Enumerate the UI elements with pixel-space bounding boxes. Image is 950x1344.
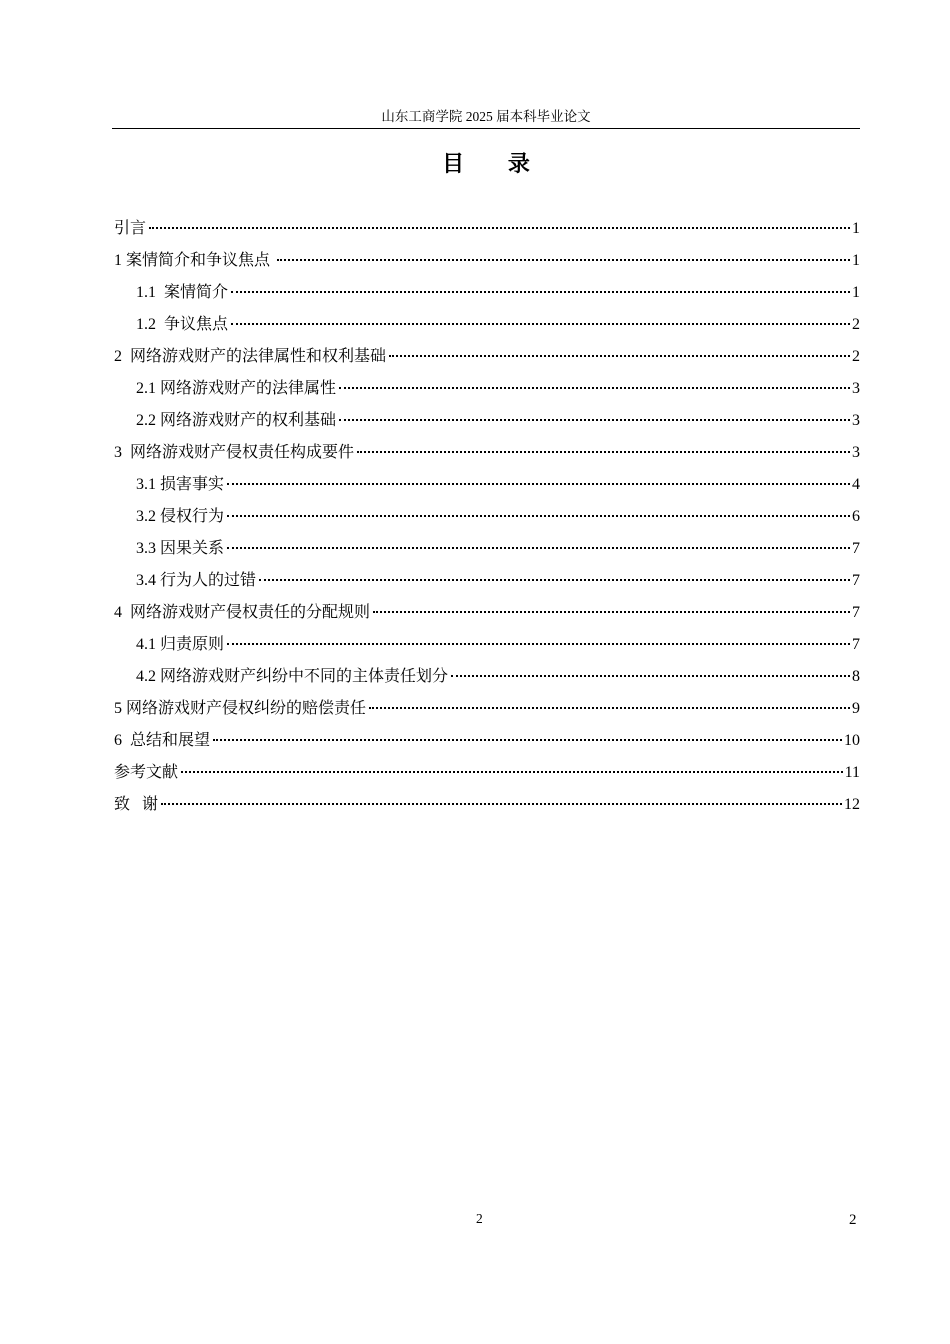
running-header: 山东工商学院 2025 届本科毕业论文 [381,109,591,124]
toc-entry-label: 5 网络游戏财产侵权纠纷的赔偿责任 [114,700,367,717]
toc-dot-leader [231,273,850,293]
toc-entry-label: 3 网络游戏财产侵权责任构成要件 [114,444,355,461]
toc-entry-page: 7 [852,604,860,621]
toc-entry-label: 1.2 争议焦点 [136,316,229,333]
toc-entry-label: 4.1 归责原则 [136,636,225,653]
toc-entry-page: 12 [844,796,860,813]
toc-entry-page: 9 [852,700,860,717]
toc-entry-page: 3 [852,380,860,397]
toc-entry-label: 6 总结和展望 [114,732,211,749]
toc-entry-page: 10 [844,732,860,749]
toc-dot-leader [339,401,850,421]
table-of-contents [114,213,860,821]
toc-entry-label: 2.2 网络游戏财产的权利基础 [136,412,337,429]
footer-page-number-right: 2 [849,1212,857,1228]
toc-dot-leader [213,721,842,741]
toc-entry-page: 11 [844,764,860,781]
toc-dot-leader [231,305,850,325]
toc-entry-page: 3 [852,444,860,461]
toc-entry-page: 1 [852,220,860,237]
toc-entry-page: 7 [852,636,860,653]
toc-entry-label: 4 网络游戏财产侵权责任的分配规则 [114,604,371,621]
toc-dot-leader [277,241,850,261]
toc-dot-leader [227,465,850,485]
footer-page-number: 2 [476,1211,483,1226]
header-rule [112,128,860,129]
toc-entry-label: 3.4 行为人的过错 [136,572,257,589]
toc-entry[interactable] [114,789,860,821]
toc-entry-page: 2 [852,348,860,365]
toc-dot-leader [149,209,850,229]
toc-entry-page: 2 [852,316,860,333]
toc-dot-leader [227,529,850,549]
toc-entry-page: 8 [852,668,860,685]
toc-dot-leader [451,657,850,677]
toc-dot-leader [227,497,850,517]
toc-entry-label: 3.1 损害事实 [136,476,225,493]
toc-entry-label: 3.3 因果关系 [136,540,225,557]
toc-entry-page: 7 [852,572,860,589]
toc-entry-page: 1 [852,284,860,301]
toc-dot-leader [373,593,850,613]
toc-dot-leader [389,337,850,357]
toc-entry-page: 7 [852,540,860,557]
toc-dot-leader [161,785,842,805]
toc-entry-label: 致 谢 [114,796,159,813]
toc-entry-label: 3.2 侵权行为 [136,508,225,525]
toc-entry-page: 1 [852,252,860,269]
toc-entry-label: 2.1 网络游戏财产的法律属性 [136,380,337,397]
toc-entry-label: 1.1 案情简介 [136,284,229,301]
toc-dot-leader [259,561,850,581]
toc-dot-leader [369,689,850,709]
toc-entry-label: 1 案情简介和争议焦点 [114,252,275,269]
toc-entry-label: 参考文献 [114,764,179,781]
toc-entry-label: 引言 [114,220,147,237]
toc-entry-page: 3 [852,412,860,429]
toc-entry-page: 4 [852,476,860,493]
toc-dot-leader [227,625,850,645]
toc-title: 目 录 [442,152,548,177]
toc-dot-leader [181,753,843,773]
toc-dot-leader [357,433,850,453]
toc-entry-page: 6 [852,508,860,525]
toc-entry-label: 2 网络游戏财产的法律属性和权利基础 [114,348,387,365]
toc-dot-leader [339,369,850,389]
toc-entry-label: 4.2 网络游戏财产纠纷中不同的主体责任划分 [136,668,449,685]
